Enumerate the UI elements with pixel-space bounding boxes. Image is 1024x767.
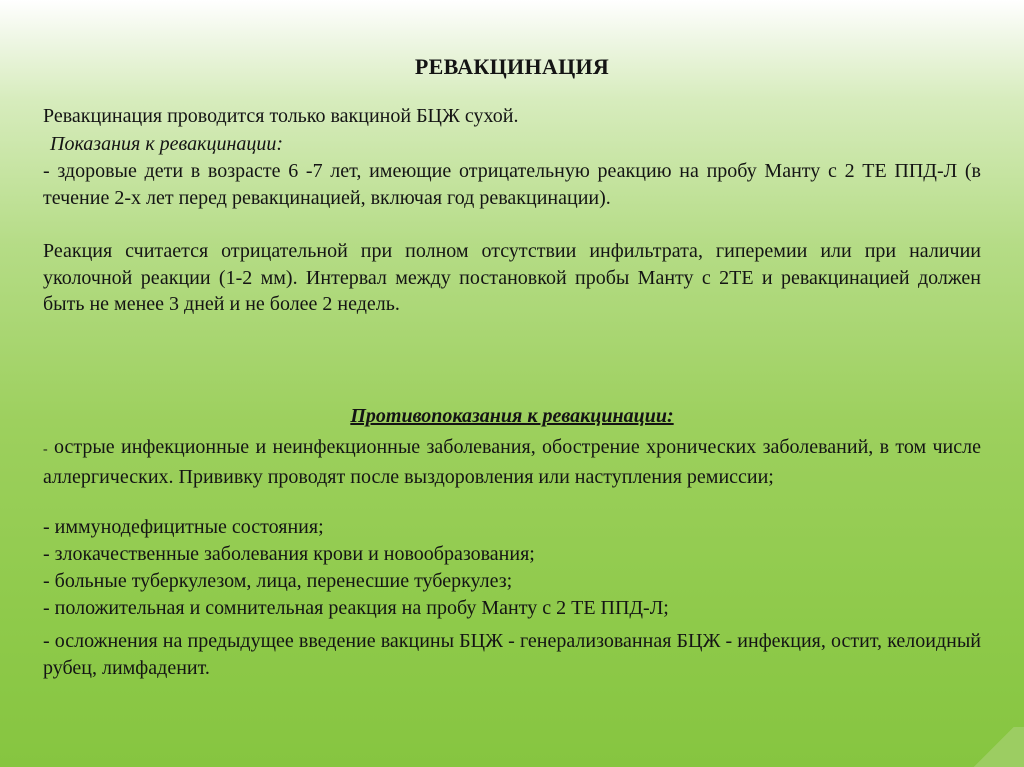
indications-heading: Показания к ревакцинации: (50, 133, 284, 155)
contraindication-item-first (43, 434, 981, 490)
contraindication-item: - осложнения на предыдущее введение вакцины БЦЖ - генерализованная БЦЖ - инфекция, остит, келоидный рубец, лимфаденит. (43, 630, 981, 679)
indications-item: - здоровые дети в возрасте 6 -7 лет, имеющие отрицательную реакцию на пробу Манту с 2 ТЕ ППД-Л (в течение 2-х лет перед ревакцинацией, включая год ревакцинации). (43, 160, 981, 209)
contraindication-item: - больные туберкулезом, лица, перенесшие туберкулез; (43, 570, 513, 592)
contraindication-item: - иммунодефицитные состояния; (43, 516, 324, 538)
intro-text: Ревакцинация проводится только вакциной БЦЖ сухой. (43, 105, 519, 127)
contraindication-dash: - (43, 442, 48, 457)
indications-note: Реакция считается отрицательной при полном отсутствии инфильтрата, гиперемии или при наличии уколочной реакции (1-2 мм). Интервал между постановкой пробы Манту с 2ТЕ и ревакцинацией должен быть не менее 3 дней и не более 2 недель. (43, 240, 981, 315)
page-corner-decoration (964, 727, 1024, 767)
contraindication-first-text: острые инфекционные и неинфекционные заболевания, обострение хронических заболеваний, в том числе аллергических. Прививку проводят после выздоровления или наступления ремиссии; (43, 436, 981, 488)
slide-title: РЕВАКЦИНАЦИЯ (414, 54, 610, 79)
contraindication-item: - положительная и сомнительная реакция на пробу Манту с 2 ТЕ ППД-Л; (43, 597, 669, 619)
contraindications-heading: Противопоказания к ревакцинации: (350, 405, 674, 427)
contraindication-item: - злокачественные заболевания крови и новообразования; (43, 543, 535, 565)
